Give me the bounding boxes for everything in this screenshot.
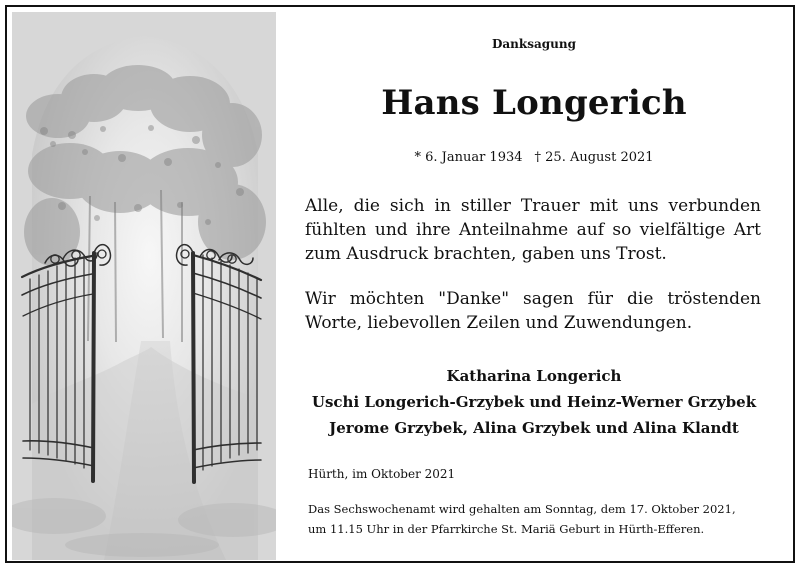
place-date: Hürth, im Oktober 2021	[308, 467, 456, 481]
signer-line: Katharina Longerich	[446, 367, 622, 385]
signers-list	[291, 363, 777, 441]
garden-gate-illustration	[12, 12, 276, 560]
thanks-paragraph: Alle, die sich in stiller Trauer mit uns verbunden fühlten und ihre Anteilnahme auf so vielfältige Art zum Ausdruck brachten, gaben uns Trost.	[305, 196, 761, 264]
gratitude-paragraph: Wir möchten "Danke" sagen für die tröstenden Worte, liebevollen Zeilen und Zuwendungen.	[305, 289, 761, 333]
death-date: † 25. August 2021	[534, 150, 654, 165]
memorial-service-line: Das Sechswochenamt wird gehalten am Sonntag, dem 17. Oktober 2021,	[308, 502, 736, 516]
birth-date: * 6. Januar 1934	[414, 150, 523, 165]
signer-line: Uschi Longerich-Grzybek und Heinz-Werner Grzybek	[311, 393, 757, 411]
signer-line: Jerome Grzybek, Alina Grzybek und Alina Klandt	[329, 419, 739, 437]
garden-gate-image	[12, 12, 276, 560]
memorial-notice	[5, 5, 795, 563]
life-dates	[291, 150, 777, 166]
memorial-service-line: um 11.15 Uhr in der Pfarrkirche St. Mariä Geburt in Hürth-Efferen.	[308, 522, 705, 536]
notice-text-area	[291, 25, 777, 545]
deceased-name: Hans Longerich	[381, 83, 687, 123]
memorial-service-info	[308, 499, 766, 539]
notice-heading: Danksagung	[492, 37, 576, 51]
